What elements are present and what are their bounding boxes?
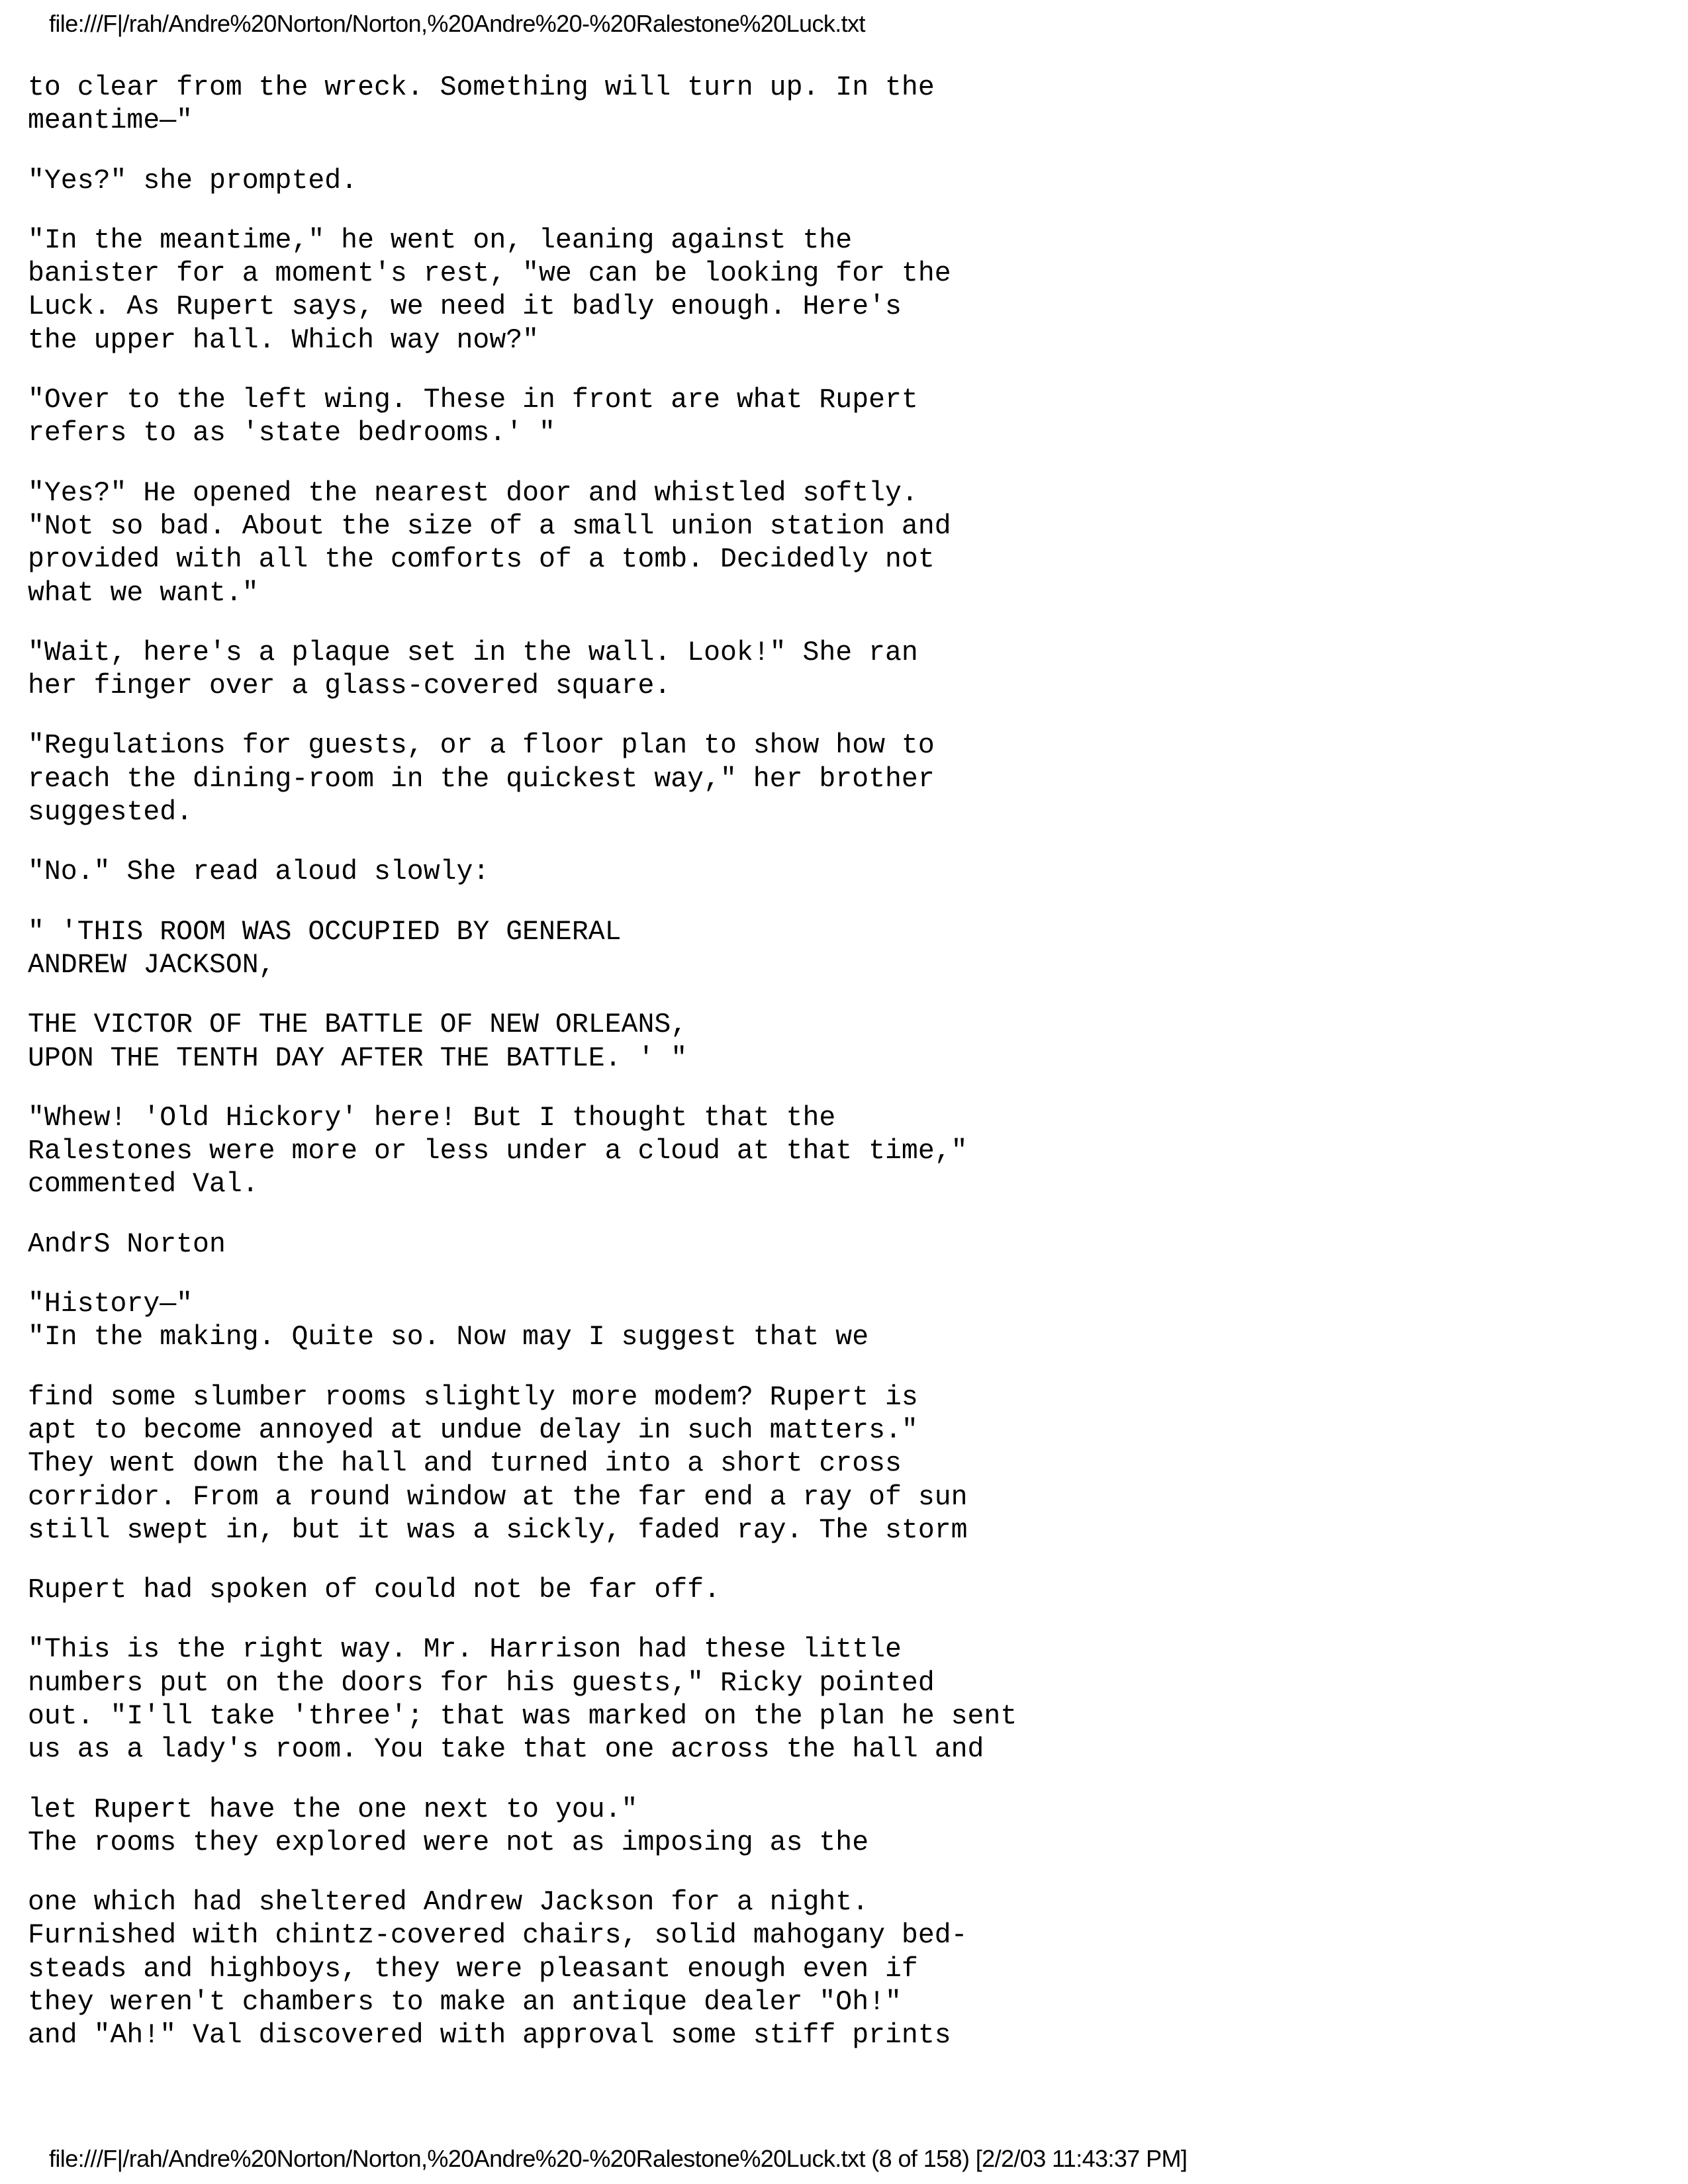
text-line: steads and highboys, they were pleasant enough even if (28, 1953, 918, 1985)
blank-line (28, 1860, 1656, 1886)
text-line: let Rupert have the one next to you." (28, 1794, 638, 1825)
blank-line (28, 198, 1656, 224)
text-line: Ralestones were more or less under a cloud at that time," (28, 1136, 968, 1167)
text-line: out. "I'll take 'three'; that was marked on the plan he sent (28, 1700, 1017, 1732)
text-line: corridor. From a round window at the far end a ray of sun (28, 1481, 968, 1513)
text-line: "Regulations for guests, or a floor plan to show how to (28, 730, 935, 762)
text-line: THE VICTOR OF THE BATTLE OF NEW ORLEANS, (28, 1009, 688, 1041)
text-line: The rooms they explored were not as imposing as the (28, 1827, 869, 1858)
text-line: suggested. (28, 797, 193, 829)
blank-line (28, 1547, 1656, 1574)
text-line: "Not so bad. About the size of a small union station and (28, 510, 951, 542)
text-line: AndrS Norton (28, 1228, 226, 1260)
text-line: one which had sheltered Andrew Jackson for a night. (28, 1887, 869, 1919)
blank-line (28, 982, 1656, 1009)
text-line: us as a lady's room. You take that one across the hall and (28, 1734, 984, 1766)
blank-line (28, 1355, 1656, 1381)
text-line: numbers put on the doors for his guests," Ricky pointed (28, 1667, 935, 1699)
text-line: UPON THE TENTH DAY AFTER THE BATTLE. ' " (28, 1042, 688, 1074)
blank-line (28, 357, 1656, 384)
text-line: " 'THIS ROOM WAS OCCUPIED BY GENERAL (28, 916, 622, 948)
blank-line (28, 610, 1656, 637)
text-line: Luck. As Rupert says, we need it badly enough. Here's (28, 291, 902, 323)
text-line: to clear from the wreck. Something will turn up. In the (28, 72, 935, 103)
text-line: "Yes?" she prompted. (28, 165, 358, 197)
text-line: find some slumber rooms slightly more modem? Rupert is (28, 1381, 918, 1413)
text-line: apt to become annoyed at undue delay in such matters." (28, 1414, 918, 1446)
text-line: Rupert had spoken of could not be far off. (28, 1574, 720, 1606)
text-line: meantime—" (28, 105, 193, 137)
text-line: "This is the right way. Mr. Harrison had these little (28, 1634, 902, 1666)
text-line: Furnished with chintz-covered chairs, solid mahogany bed- (28, 1920, 968, 1952)
text-line: "Yes?" He opened the nearest door and whistled softly. (28, 477, 918, 509)
blank-line (28, 138, 1656, 165)
text-line: provided with all the comforts of a tomb. Decidedly not (28, 544, 935, 576)
blank-line (28, 889, 1656, 916)
header-file-path: file:///F|/rah/Andre%20Norton/Norton,%20Andre%20-%20Ralestone%20Luck.txt (49, 10, 865, 37)
text-line: ANDREW JACKSON, (28, 949, 275, 981)
blank-line (28, 1607, 1656, 1633)
blank-line (28, 1202, 1656, 1228)
text-line: still swept in, but it was a sickly, faded ray. The storm (28, 1514, 968, 1546)
text-line: "No." She read aloud slowly: (28, 856, 490, 888)
blank-line (28, 703, 1656, 729)
text-line: "Wait, here's a plaque set in the wall. Look!" She ran (28, 637, 918, 668)
text-line: they weren't chambers to make an antique dealer "Oh!" (28, 1987, 902, 2019)
text-line: "In the meantime," he went on, leaning against the (28, 224, 853, 256)
text-line: They went down the hall and turned into a short cross (28, 1448, 902, 1480)
text-line: "History—" (28, 1289, 193, 1320)
text-line: "In the making. Quite so. Now may I suggest that we (28, 1322, 869, 1353)
text-line: her finger over a glass-covered square. (28, 670, 671, 702)
footer-file-path: file:///F|/rah/Andre%20Norton/Norton,%20Andre%20-%20Ralestone%20Luck.txt (8 of 158) [2/2/03 11:43:37 PM] (49, 2145, 1188, 2172)
blank-line (28, 1261, 1656, 1288)
text-line: what we want." (28, 577, 259, 609)
text-line: refers to as 'state bedrooms.' " (28, 418, 555, 449)
text-line: reach the dining-room in the quickest way," her brother (28, 763, 935, 795)
blank-line (28, 451, 1656, 477)
blank-line (28, 1767, 1656, 1794)
text-line: "Over to the left wing. These in front are what Rupert (28, 385, 918, 416)
text-line: and "Ah!" Val discovered with approval some stiff prints (28, 2020, 951, 2052)
blank-line (28, 1075, 1656, 1102)
text-line: banister for a moment's rest, "we can be looking for the (28, 258, 951, 290)
text-line: the upper hall. Which way now?" (28, 324, 539, 356)
text-line: "Whew! 'Old Hickory' here! But I thought that the (28, 1102, 836, 1134)
text-line: commented Val. (28, 1169, 259, 1201)
blank-line (28, 829, 1656, 856)
document-body (28, 71, 1656, 2053)
